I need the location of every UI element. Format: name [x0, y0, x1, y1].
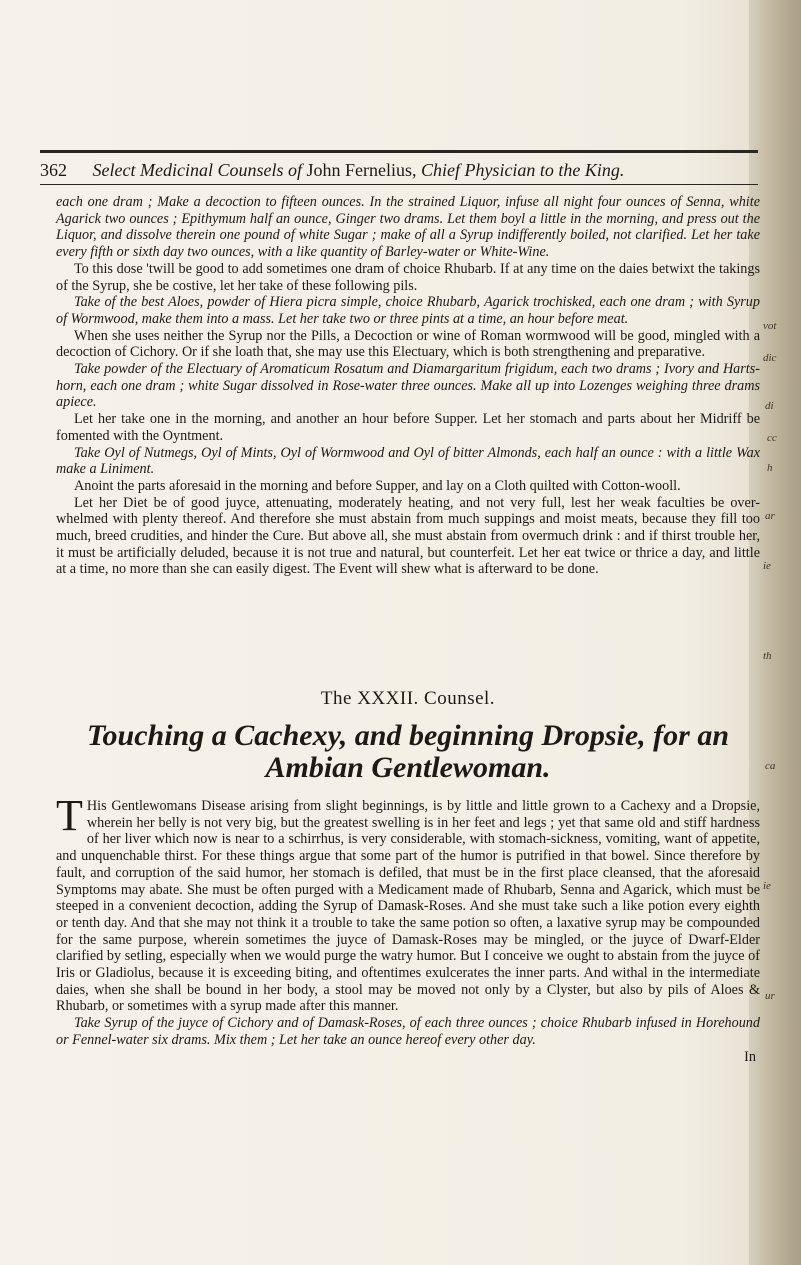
body-paragraph: Anoint the parts aforesaid in the morning and before Supper, and lay on a Cloth quilted with Cotton-wooll.: [74, 477, 681, 494]
body-paragraph: [56, 791, 760, 1015]
recipe-paragraph: Take of the best Aloes, powder of Hiera picra simple, choice Rhubarb, Agarick trochisked, each one dram ; with Syrup of Wormwood, make them into a mass. Let her take two or three pints at a time, an hour before meat.: [56, 294, 760, 327]
facing-page-fragment: ca: [765, 760, 776, 772]
counsel-heading-line: Ambian Gentlewoman.: [265, 751, 551, 784]
paragraph-text: His Gentlewomans Disease arising from slight beginnings, is by little and little grown to a Cachexy and a Dropsie, wherein her belly is not very big, but the greatest swelling is in her feet and legs ; yet that same old and stiff hardness of her liver which now is near to a schirrhus, is very considerable, with stomach-sickness, vomiting, want of appetite, and unquenchable thirst. For these things argue that some part of the humor is putrified in that bowel. Since therefore by fault, and corruption of the said humor, her stomach is defiled, that must be in the first place cleansed, that the aforesaid Symptoms may abate. She must be often purged with a Medicament made of Rhubarb, Senna and Agarick, which must be steeped in a convenient decoction, adding the Syrup of Damask-Roses. And she must take such a like potion every eighth or tenth day. And that she may not think it a trouble to take the same potion so often, a laxative syrup may be compounded for the same purpose, wherein sometimes the juyce of Damask-Roses may be mingled, or the juyce of Dwarf-Elder clarified by setling, especially when we would purge the watry humor. But I conceive we ought to abstain from the juyce of Iris or Gladiolus, because it is exceeding biting, and oftentimes exulcerates the inner parts. And withal in the intermediate daies, when she shall be bound in her body, a stool may be moved not only by a Clyster, but also by pils of Aloes & Rhubarb, or sometimes with a syrup made after this manner.: [56, 798, 760, 1015]
catchword: In: [744, 1048, 756, 1065]
body-paragraph: Let her take one in the morning, and another an hour before Supper. Let her stomach and parts about her Midriff be fomented with the Oyntment.: [56, 411, 760, 444]
counsel-heading-line: Touching a Cachexy, and beginning Dropsie, for an: [86, 719, 730, 752]
facing-page-fragment: vot: [763, 320, 777, 332]
facing-page-fragment: ie: [763, 560, 771, 572]
recipe-paragraph: each one dram ; Make a decoction to fifteen ounces. In the strained Liquor, infuse all night four ounces of Senna, white Agarick two ounces ; Epithymum half an ounce, Ginger two drams. Let them boyl a little in the morning, and press out the Liquor, and dissolve therein one pound of white Sugar ; make of all a Syrup indifferently boiled, not clarified. Let her take every fifth or sixth day two ounces, with a like quantity of Barley-water or White-Wine.: [56, 194, 760, 261]
facing-page-fragment: cc: [767, 432, 777, 444]
facing-page-fragment: th: [763, 650, 772, 662]
running-title: Select Medicinal Counsels of: [92, 160, 302, 180]
recipe-paragraph: Take Syrup of the juyce of Cichory and of Damask-Roses, of each three ounces ; choice Rhubarb infused in Horehound or Fennel-water six drams. Mix them ; Let her take an ounce hereof every other day.: [56, 1015, 760, 1048]
counsel-number: The XXXII. Counsel.: [320, 688, 496, 709]
recipe-paragraph: Take Oyl of Nutmegs, Oyl of Mints, Oyl of Wormwood and Oyl of bitter Almonds, each half an ounce : with a little Wax make a Liniment.: [56, 444, 760, 478]
header-rule-top: [40, 150, 758, 153]
page-number: 362: [40, 160, 67, 180]
counsel-heading: [56, 720, 760, 784]
body-paragraph: To this dose 'twill be good to add sometimes one dram of choice Rhubarb. If at any time on the daies betwixt the takings of the Syrup, she be costive, let her take of these following pils.: [56, 260, 760, 294]
facing-page-fragment: ie: [763, 880, 771, 892]
body-paragraph: Let her Diet be of good juyce, attenuating, moderately heating, and not very full, lest her weak faculties be over-whelmed with plenty thereof. And therefore she must abstain from much suppings and moist meats, because they fill too much, breed crudities, and hinder the Cure. But above all, she must abstain from overmuch drink : and if thirst trouble her, it must be artificially deluded, because it is not true and natural, but counterfeit. Let her eat twice or thrice a day, and little at a time, no more than she can easily digest. The Event will shew what is afterward to be done.: [56, 494, 760, 578]
facing-page-fragment: dic: [763, 352, 777, 364]
recipe-paragraph: Take powder of the Electuary of Aromaticum Rosatum and Diamargaritum frigidum, each two drams ; Ivory and Harts-horn, each one dram ; white Sugar dissolved in Rose-water three ounces. Make all up into Lozenges weighing three drams apiece.: [56, 361, 760, 411]
facing-page-fragment: h: [767, 462, 773, 474]
facing-page-edge: [749, 0, 801, 1265]
header-rule-bottom: [40, 184, 758, 185]
body-paragraph: When she uses neither the Syrup nor the Pills, a Decoction or wine of Roman wormwood will be good, mingled with a decoction of Cichory. Or if she loath that, she may use this Electuary, which is both strengthening and preparative.: [56, 327, 760, 361]
drop-cap: T: [56, 791, 83, 840]
running-header: [40, 160, 760, 181]
facing-page-fragment: di: [765, 400, 774, 412]
running-title-name: John Fernelius,: [306, 160, 417, 180]
facing-page-fragment: ur: [765, 990, 775, 1002]
counsel-continuation: [56, 194, 760, 578]
counsel-body: [56, 791, 760, 1065]
running-title-rest: Chief Physician to the King.: [420, 160, 625, 180]
facing-page-fragment: ar: [765, 510, 775, 522]
